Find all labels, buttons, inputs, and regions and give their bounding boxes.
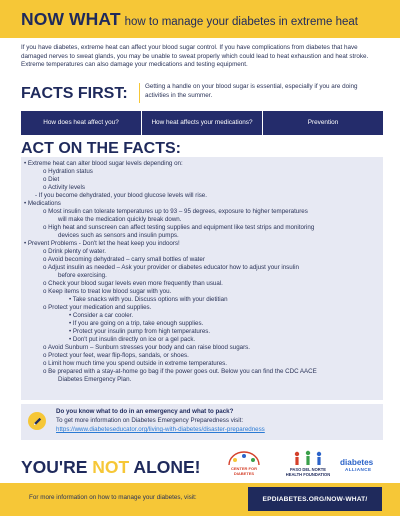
footer-text: For more information on how to manage your diabetes, visit: xyxy=(29,494,197,501)
emergency-text: To get more information on Diabetes Emergency Preparedness visit: xyxy=(56,417,244,424)
list-item: o Protect your feet, wear flip-flops, sandals, or shoes. xyxy=(43,352,189,359)
not-alone-part3: ALONE! xyxy=(129,457,201,477)
emergency-callout xyxy=(21,404,383,440)
emergency-question: Do you know what to do in an emergency and what to pack? xyxy=(56,408,234,415)
not-alone-heading xyxy=(21,457,201,478)
not-alone-part1: YOU'RE xyxy=(21,457,93,477)
website-button[interactable]: EPDIABETES.ORG/NOW-WHAT/ xyxy=(248,487,382,511)
header-banner xyxy=(0,0,400,38)
list-item: o High heat and sunscreen can affect testing supplies and equipment like test strips and monitoring xyxy=(43,224,315,231)
list-item: o Avoid becoming dehydrated – carry small bottles of water xyxy=(43,256,205,263)
list-item: • Don't put insulin directly on ice or a gel pack. xyxy=(69,336,196,343)
center-for-diabetes-logo xyxy=(221,450,267,482)
list-item: • Medications xyxy=(24,200,61,207)
list-item: o Protect your medication and supplies. xyxy=(43,304,152,311)
list-item: o Avoid Sunburn – Sunburn stresses your body and can raise blood sugars. xyxy=(43,344,250,351)
header-title-bold: NOW WHAT xyxy=(21,9,121,29)
list-item: Diabetes Emergency Plan. xyxy=(58,376,132,383)
pencil-icon xyxy=(28,412,46,430)
not-alone-part2: NOT xyxy=(92,457,130,477)
diabetes-alliance-logo xyxy=(340,458,386,478)
list-item: o Keep items to treat low blood sugar with you. xyxy=(43,288,172,295)
list-item: • If you are going on a trip, take enough supplies. xyxy=(69,320,204,327)
list-item: o Adjust insulin as needed – Ask your provider or diabetes educator how to adjust your insulin xyxy=(43,264,299,271)
facts-first-text: Getting a handle on your blood sugar is essential, especially if you are doing activities in the summer. xyxy=(145,83,358,99)
list-item: • Consider a car cooler. xyxy=(69,312,134,319)
tab-prevention[interactable]: Prevention xyxy=(307,119,339,126)
list-item: o Diet xyxy=(43,176,60,183)
tab-heat-affects-medications[interactable]: How heat affects your medications? xyxy=(142,111,263,135)
list-item: o Check your blood sugar levels even more frequently than usual. xyxy=(43,280,223,287)
list-item: - If you become dehydrated, your blood glucose levels will rise. xyxy=(35,192,207,199)
disaster-preparedness-link[interactable]: https://www.diabeteseducator.org/living-with-diabetes/disaster-preparedness xyxy=(56,426,265,433)
topic-tabs xyxy=(21,111,383,135)
list-item: before exercising. xyxy=(58,272,107,279)
paso-del-norte-label: PASO DEL NORTE HEALTH FOUNDATION xyxy=(285,467,331,477)
diabetes-alliance-name: diabetes xyxy=(340,458,374,467)
list-item: o Activity levels xyxy=(43,184,85,191)
tab-how-heat-affects-you[interactable]: How does heat affect you? xyxy=(21,111,142,135)
list-item: o Be prepared with a stay-at-home go bag if the power goes out. Below you can find the CDC AACE xyxy=(43,368,317,375)
diabetes-alliance-sub: ALLIANCE xyxy=(345,467,372,472)
act-on-facts-panel xyxy=(21,157,383,400)
list-item: devices such as sensors and insulin pumps. xyxy=(58,232,179,239)
list-item: o Limit how much time you spend outside in extreme temperatures. xyxy=(43,360,227,367)
center-for-diabetes-label: CENTER FOR DIABETES xyxy=(231,466,257,476)
list-item: • Prevent Problems - Don't let the heat keep you indoors! xyxy=(24,240,180,247)
list-item: • Take snacks with you. Discuss options with your dietitian xyxy=(69,296,228,303)
header-title-rest: how to manage your diabetes in extreme heat xyxy=(124,16,358,28)
list-item: • Protect your insulin pump from high temperatures. xyxy=(69,328,211,335)
list-item: o Most insulin can tolerate temperatures up to 93 – 95 degrees, exposure to higher temperatures xyxy=(43,208,308,215)
footer-bar xyxy=(0,483,400,516)
list-item: • Extreme heat can alter blood sugar levels depending on: xyxy=(24,160,183,167)
paso-del-norte-logo xyxy=(283,450,333,482)
facts-divider xyxy=(139,83,140,103)
intro-paragraph: If you have diabetes, extreme heat can affect your blood sugar control. If you have complications from diabetes that have damaged nerves to sweat glands, you may be unable to sweat properly which could lead to heat exhaustion and heat stroke. Extreme temperatures can also damage your medications and testing equipment. xyxy=(21,44,369,69)
act-on-facts-title: ACT ON THE FACTS: xyxy=(21,140,181,157)
facts-first-section xyxy=(21,83,383,109)
list-item: o Drink plenty of water. xyxy=(43,248,106,255)
list-item: o Hydration status xyxy=(43,168,93,175)
list-item: will make the medication quickly break down. xyxy=(58,216,182,223)
facts-first-title: FACTS FIRST: xyxy=(21,85,128,102)
